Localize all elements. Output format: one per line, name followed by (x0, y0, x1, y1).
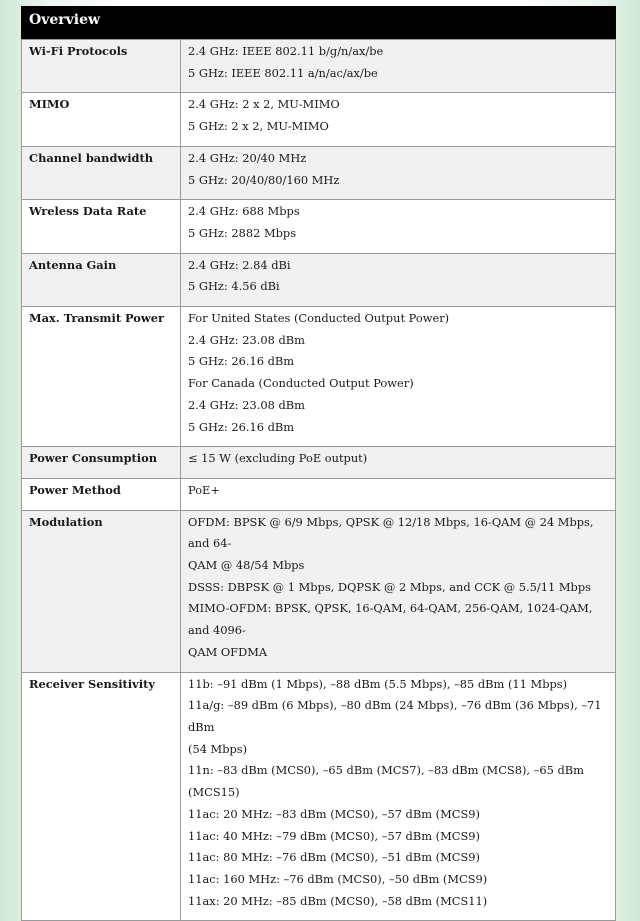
spec-value-line: 2.4 GHz: 23.08 dBm (188, 397, 305, 412)
spec-value-line: MIMO-OFDM: BPSK, QPSK, 16-QAM, 64-QAM, 256-QAM, 1024-QAM, and 4096- (188, 601, 593, 638)
spec-value-line: 11ac: 160 MHz: –76 dBm (MCS0), –50 dBm (MCS9) (188, 871, 488, 886)
spec-key: Channel bandwidth (22, 146, 181, 199)
spec-value (181, 447, 616, 479)
spec-key: Wi-Fi Protocols (22, 40, 181, 93)
spec-value-line: 2.4 GHz: 2.84 dBi (188, 257, 291, 272)
spec-value-line: (54 Mbps) (188, 741, 248, 756)
spec-value-line: 11n: –83 dBm (MCS0), –65 dBm (MCS7), –83 dBm (MCS8), –65 dBm (MCS15) (188, 763, 584, 800)
spec-value (181, 478, 616, 510)
spec-value-line: 5 GHz: 2 x 2, MU-MIMO (188, 119, 329, 134)
spec-value-line: 5 GHz: 26.16 dBm (188, 419, 295, 434)
spec-sheet (21, 6, 616, 921)
spec-value-line: 5 GHz: 4.56 dBi (188, 279, 280, 294)
spec-key: Wreless Data Rate (22, 200, 181, 253)
spec-value-line: 11ac: 20 MHz: –83 dBm (MCS0), –57 dBm (MCS9) (188, 806, 480, 821)
spec-value-line: 11b: –91 dBm (1 Mbps), –88 dBm (5.5 Mbps), –85 dBm (11 Mbps) (188, 676, 568, 691)
spec-row (22, 672, 616, 921)
spec-key: MIMO (22, 93, 181, 146)
spec-table (21, 39, 616, 921)
spec-row (22, 200, 616, 253)
spec-row (22, 307, 616, 447)
spec-row (22, 93, 616, 146)
spec-value-line: QAM OFDMA (188, 644, 268, 659)
spec-value (181, 253, 616, 306)
spec-value-line: 2.4 GHz: IEEE 802.11 b/g/n/ax/be (188, 44, 384, 58)
spec-row (22, 40, 616, 93)
spec-key: Receiver Sensitivity (22, 672, 181, 921)
spec-row (22, 447, 616, 479)
spec-key: Max. Transmit Power (22, 307, 181, 447)
spec-value-line: OFDM: BPSK @ 6/9 Mbps, QPSK @ 12/18 Mbps, 16-QAM @ 24 Mbps, and 64- (188, 514, 594, 551)
spec-row (22, 510, 616, 672)
spec-value (181, 200, 616, 253)
spec-value-line: 5 GHz: 2882 Mbps (188, 225, 297, 240)
spec-key: Antenna Gain (22, 253, 181, 306)
spec-value (181, 40, 616, 93)
spec-value (181, 93, 616, 146)
spec-value-line: For United States (Conducted Output Power) (188, 311, 450, 326)
spec-value-line: PoE+ (188, 482, 220, 497)
spec-row (22, 478, 616, 510)
spec-value-line: 2.4 GHz: 688 Mbps (188, 204, 300, 219)
spec-value-line: 5 GHz: IEEE 802.11 a/n/ac/ax/be (188, 65, 378, 80)
spec-key: Power Consumption (22, 447, 181, 479)
spec-value-line: QAM @ 48/54 Mbps (188, 558, 305, 573)
spec-value-line: DSSS: DBPSK @ 1 Mbps, DQPSK @ 2 Mbps, and CCK @ 5.5/11 Mbps (188, 579, 591, 594)
spec-row (22, 146, 616, 199)
spec-value-line: 11ax: 20 MHz: –85 dBm (MCS0), –58 dBm (MCS11) (188, 893, 488, 908)
spec-value-line: 2.4 GHz: 20/40 MHz (188, 150, 307, 165)
spec-value-line: 11a/g: –89 dBm (6 Mbps), –80 dBm (24 Mbps), –76 dBm (36 Mbps), –71 dBm (188, 698, 602, 734)
spec-value-line: For Canada (Conducted Output Power) (188, 376, 414, 391)
spec-row (22, 253, 616, 306)
spec-value (181, 510, 616, 672)
spec-value-line: 11ac: 40 MHz: –79 dBm (MCS0), –57 dBm (MCS9) (188, 828, 480, 843)
spec-value-line: 5 GHz: 20/40/80/160 MHz (188, 172, 340, 187)
spec-key: Power Method (22, 478, 181, 510)
spec-value-line: 5 GHz: 26.16 dBm (188, 354, 295, 369)
spec-value-line: ≤ 15 W (excluding PoE output) (188, 451, 368, 466)
spec-value (181, 307, 616, 447)
spec-value (181, 672, 616, 921)
spec-value-line: 11ac: 80 MHz: –76 dBm (MCS0), –51 dBm (MCS9) (188, 850, 480, 865)
spec-value (181, 146, 616, 199)
overview-header: Overview (21, 6, 616, 39)
spec-value-line: 2.4 GHz: 23.08 dBm (188, 332, 305, 347)
spec-value-line: 2.4 GHz: 2 x 2, MU-MIMO (188, 97, 340, 112)
spec-key: Modulation (22, 510, 181, 672)
